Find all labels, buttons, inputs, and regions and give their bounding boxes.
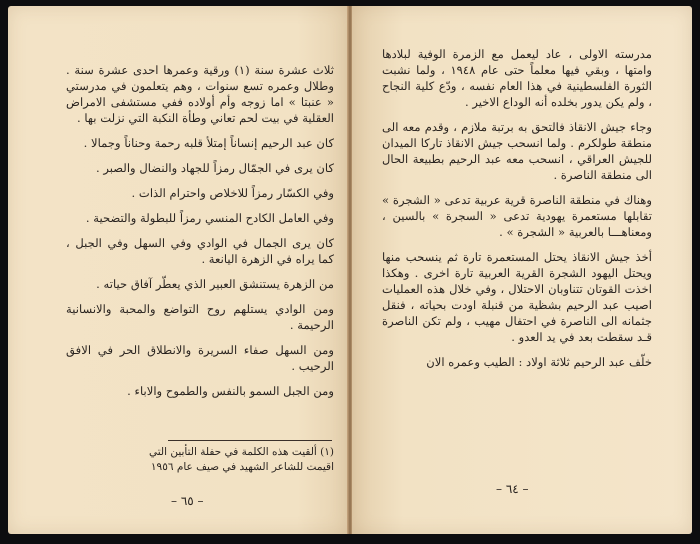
paragraph: من الزهرة يستنشق العبير الذي يعطّر آفاق حياته . (96, 277, 334, 291)
footnote-divider (168, 440, 332, 441)
paragraph: خلّف عبد الرحيم ثلاثة اولاد : الطيب وعمره الان (426, 355, 652, 369)
page-number: – ٦٥ – (171, 494, 204, 508)
paragraph: وفي الكسّار رمزاً للاخلاص واحترام الذات . (131, 186, 334, 200)
paragraph: كان يرى الجمال في الوادي وفي السهل وفي الجبل ، كما يراه في الزهرة اليانعة . (66, 236, 334, 266)
paragraph: كان عبد الرحيم إنساناً إمتلأ قلبه رحمة وحناناً وجمالا . (83, 136, 334, 150)
left-page-text (66, 62, 334, 408)
paragraph: ومن السهل صفاء السريرة والانطلاق الحر في الافق الرحيب . (66, 343, 334, 373)
paragraph: وهناك في منطقة الناصرة قرية عربية تدعى « الشجرة » تقابلها مستعمرة يهودية تدعى « السجرة » بالسين ، ومعناهـــا بالعربية « الشجرة » . (382, 193, 652, 239)
left-page (8, 6, 348, 534)
paragraph: مدرسته الاولى ، عاد ليعمل مع الزمرة الوفية لبلادها وامتها ، وبقي فيها معلماً حتى عام ١٩٤٨ ، ولما نشبت الثورة الفلسطينية في هذا العام نفسه ، ودّع كلية النجاح ، ولم يكن يدور بخلده أنه الوداع الاخير . (382, 47, 652, 109)
paragraph: وفي العامل الكادح المنسي رمزاً للبطولة والتضحية . (85, 211, 334, 225)
paragraph: ومن الجبل السمو بالنفس والطموح والاباء . (127, 384, 334, 398)
footnote: (١) ألقيت هذه الكلمة في حفلة التأبين التي اقيمت للشاعر الشهيد في صيف عام ١٩٥٦ (148, 446, 334, 473)
right-page (352, 6, 692, 534)
paragraph: ومن الوادي يستلهم روح التواضع والمحبة والانسانية الرحيمة . (66, 302, 334, 332)
right-page-text (382, 46, 652, 379)
paragraph: كان يرى في الجمّال رمزاً للجهاد والنضال والصبر . (95, 161, 334, 175)
paragraph: ثلاث عشرة سنة (١) ورقية وعمرها احدى عشرة سنة . وطلال وعمره تسع سنوات ، وهم يتعلمون في مدرستي « عنبتا » اما زوجه وأم أولاده ففي مستشفى الامراض العقلية في بيت لحم تعاني وطأة النكبة التي نزلت بها . (66, 63, 334, 125)
page-number: – ٦٤ – (496, 482, 529, 496)
paragraph: وجاء جيش الانقاذ فالتحق به برتبة ملازم ، وقدم معه الى منطقة طولكرم . ولما انسحب جيش الانقاذ تاركا الميدان للجيش العراقي ، انسحب معه عبد الرحيم بطبيعة الحال الى منطقة الناصرة . (382, 120, 652, 182)
paragraph: أخذ جيش الانقاذ يحتل المستعمرة تارة ثم ينسحب منها ويحتل اليهود الشجرة القرية العربية تارة اخرى . وهكذا اخذت القوتان تتناوبان الاحتلال ، وفي خلال هذه العمليات اصيب عبد الرحيم بشظية من قنبلة اودت بحياته ، فنقل جثمانه الى الناصرة في احتفال مهيب ، ولم تكن الناصرة قـد سقطت بعد في يد العدو . (382, 250, 652, 344)
